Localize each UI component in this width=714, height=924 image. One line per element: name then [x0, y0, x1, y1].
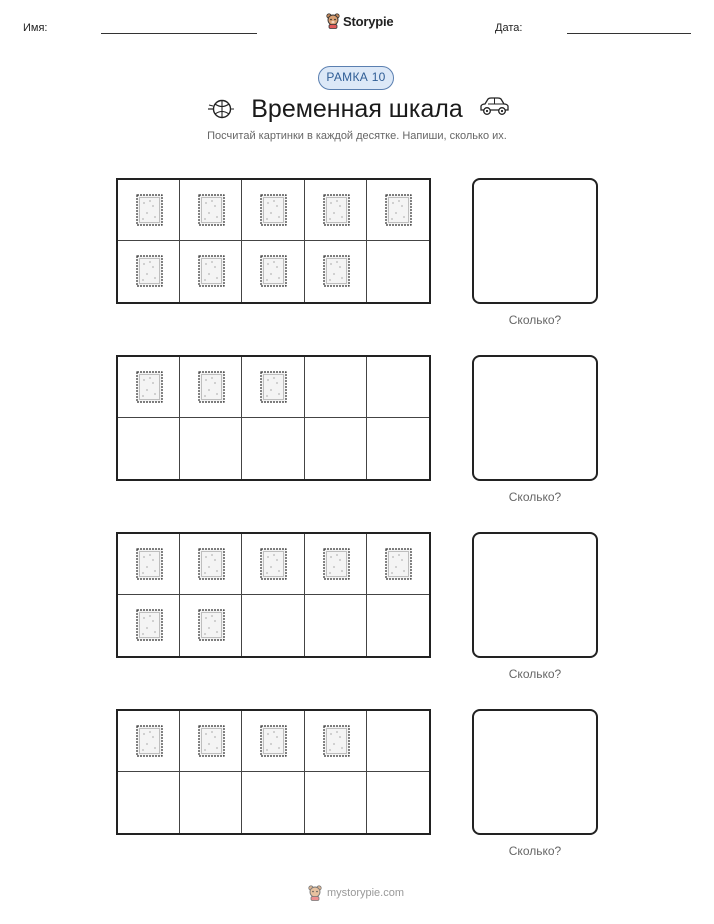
- brand-logo: [326, 13, 393, 29]
- frame-cell: [242, 180, 304, 241]
- frame-cell: [305, 357, 367, 418]
- square-icon: [198, 609, 225, 641]
- footer-site: mystorypie.com: [327, 887, 405, 899]
- square-icon: [323, 548, 350, 580]
- ten-frame: [116, 709, 431, 835]
- square-icon: [136, 371, 163, 403]
- name-line[interactable]: [101, 33, 257, 34]
- answer-box[interactable]: [472, 709, 598, 835]
- bear-icon: [326, 13, 340, 29]
- frame-cell: [367, 357, 429, 418]
- date-label: Дата:: [495, 22, 523, 34]
- brand-name: Storypie: [343, 13, 394, 29]
- date-line[interactable]: [567, 33, 691, 34]
- frame-cell: [305, 595, 367, 656]
- frame-cell: [367, 180, 429, 241]
- frame-cell: [118, 241, 180, 302]
- frame-cell: [242, 595, 304, 656]
- answer-label: Сколько?: [508, 313, 562, 327]
- answer-label: Сколько?: [508, 844, 562, 858]
- square-icon: [198, 194, 225, 226]
- square-icon: [323, 725, 350, 757]
- answer-label: Сколько?: [508, 667, 562, 681]
- square-icon: [385, 194, 412, 226]
- square-icon: [260, 255, 287, 287]
- frame-cell: [367, 534, 429, 595]
- square-icon: [385, 548, 412, 580]
- frame-cell: [242, 711, 304, 772]
- square-icon: [136, 609, 163, 641]
- frame-cell: [305, 534, 367, 595]
- frame-cell: [180, 180, 242, 241]
- name-label: Имя:: [23, 22, 48, 34]
- frame-cell: [305, 241, 367, 302]
- frame-cell: [242, 772, 304, 833]
- answer-box[interactable]: [472, 355, 598, 481]
- frame-cell: [118, 772, 180, 833]
- frame-cell: [367, 595, 429, 656]
- square-icon: [323, 194, 350, 226]
- frame-cell: [305, 772, 367, 833]
- frame-badge: РАМКА 10: [318, 66, 394, 90]
- frame-cell: [180, 711, 242, 772]
- frame-cell: [367, 772, 429, 833]
- frame-cell: [367, 418, 429, 479]
- frame-cell: [242, 534, 304, 595]
- square-icon: [260, 725, 287, 757]
- ten-frame: [116, 178, 431, 304]
- square-icon: [136, 725, 163, 757]
- frame-cell: [180, 241, 242, 302]
- square-icon: [198, 725, 225, 757]
- frame-cell: [180, 772, 242, 833]
- frame-cell: [118, 357, 180, 418]
- frame-cell: [242, 241, 304, 302]
- frame-cell: [242, 357, 304, 418]
- frame-cell: [118, 418, 180, 479]
- square-icon: [260, 194, 287, 226]
- instructions: Посчитай картинки в каждой десятке. Напиши, сколько их.: [207, 130, 507, 142]
- bear-icon: [308, 885, 322, 901]
- square-icon: [198, 255, 225, 287]
- square-icon: [260, 548, 287, 580]
- frame-cell: [118, 180, 180, 241]
- frame-cell: [305, 711, 367, 772]
- square-icon: [136, 255, 163, 287]
- square-icon: [260, 371, 287, 403]
- footer: [308, 885, 404, 901]
- title-row: [0, 93, 714, 127]
- square-icon: [323, 255, 350, 287]
- square-icon: [198, 371, 225, 403]
- square-icon: [136, 548, 163, 580]
- answer-box[interactable]: [472, 178, 598, 304]
- car-icon: [478, 95, 510, 119]
- frame-cell: [305, 180, 367, 241]
- frame-cell: [367, 711, 429, 772]
- page-title: Временная шкала: [251, 95, 463, 123]
- answer-label: Сколько?: [508, 490, 562, 504]
- frame-cell: [180, 595, 242, 656]
- frame-cell: [305, 418, 367, 479]
- square-icon: [198, 548, 225, 580]
- frame-cell: [118, 595, 180, 656]
- frame-cell: [367, 241, 429, 302]
- frame-cell: [180, 357, 242, 418]
- answer-box[interactable]: [472, 532, 598, 658]
- ten-frame: [116, 532, 431, 658]
- frame-cell: [242, 418, 304, 479]
- frame-cell: [180, 418, 242, 479]
- frame-cell: [118, 534, 180, 595]
- square-icon: [136, 194, 163, 226]
- frame-cell: [118, 711, 180, 772]
- ten-frame: [116, 355, 431, 481]
- frame-cell: [180, 534, 242, 595]
